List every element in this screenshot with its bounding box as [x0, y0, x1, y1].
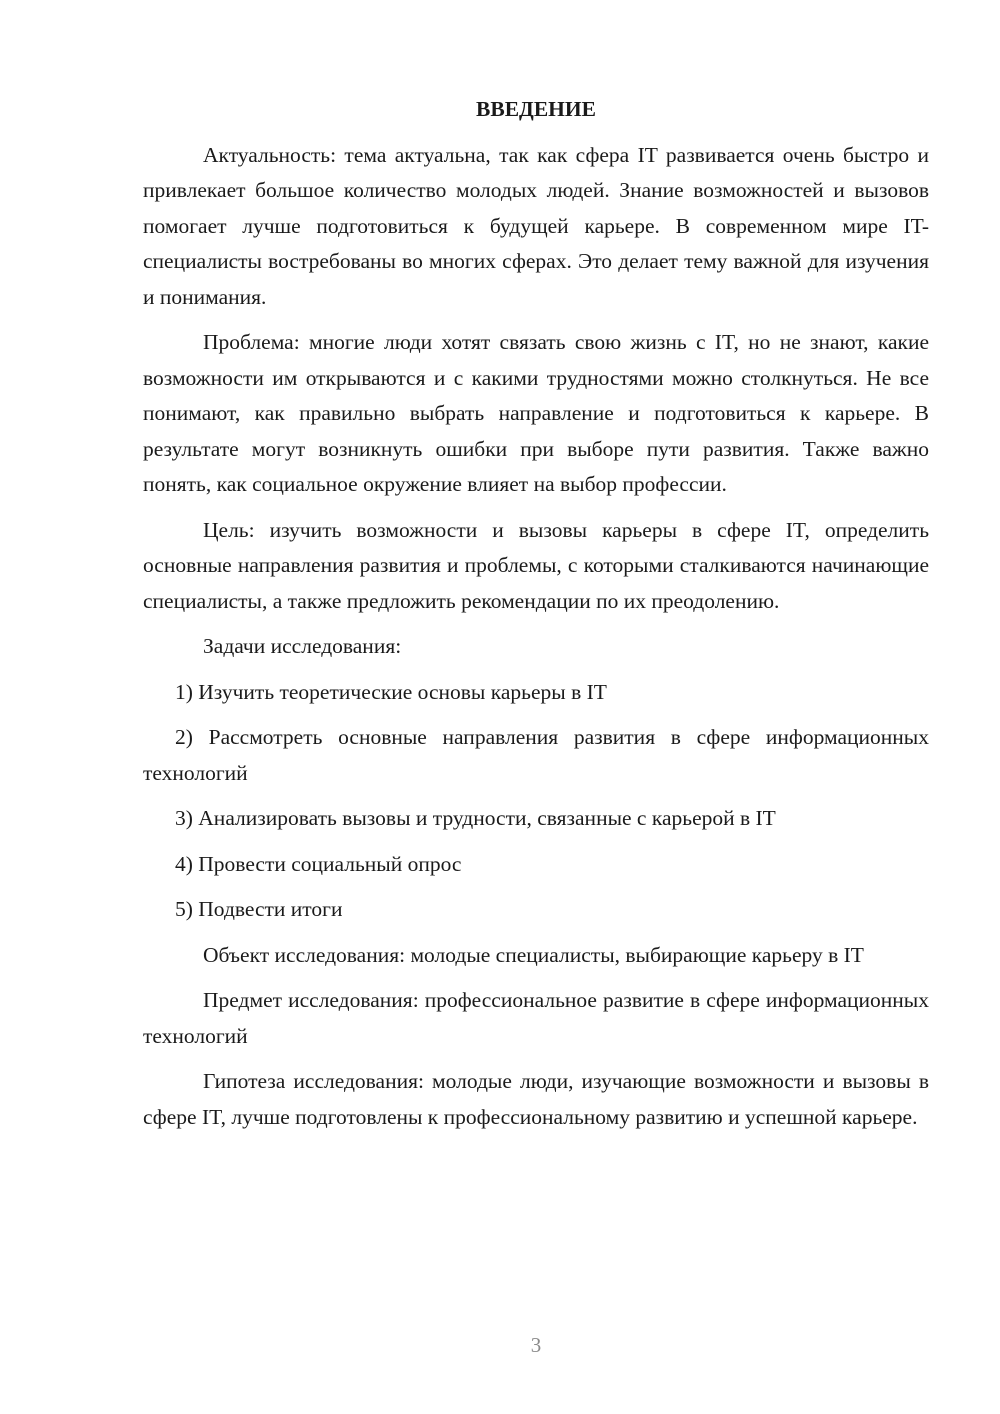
paragraph-subject: Предмет исследования: профессиональное развитие в сфере информационных технологий: [143, 988, 929, 1048]
paragraph-object: Объект исследования: молодые специалисты, выбирающие карьеру в IT: [203, 942, 864, 967]
paragraph-relevance: Актуальность: тема актуальна, так как сфера IT развивается очень быстро и привлекает большое количество молодых людей. Знание возможностей и вызовов помогает лучше подготовиться к будущей карьере. В современном мире IT-специалисты востребованы во многих сферах. Это делает тему важной для изучения и понимания.: [143, 142, 929, 309]
document-body: [143, 92, 929, 1145]
task-item-1: 1) Изучить теоретические основы карьеры в IT: [175, 679, 607, 704]
task-item-3: 3) Анализировать вызовы и трудности, связанные с карьерой в IT: [175, 806, 776, 830]
page-number: 3: [530, 1333, 542, 1357]
paragraph-hypothesis: Гипотеза исследования: молодые люди, изучающие возможности и вызовы в сфере IT, лучше подготовлены к профессиональному развитию и успешной карьере.: [143, 1069, 929, 1129]
paragraph-goal: Цель: изучить возможности и вызовы карьеры в сфере IT, определить основные направления развития и проблемы, с которыми сталкиваются начинающие специалисты, а также предложить рекомендации по их преодолению.: [143, 517, 929, 613]
paragraph-tasks-heading: Задачи исследования:: [203, 634, 402, 658]
task-item-2: 2) Рассмотреть основные направления развития в сфере информационных технологий: [143, 725, 929, 785]
task-item-4: 4) Провести социальный опрос: [175, 851, 462, 876]
task-item-5: 5) Подвести итоги: [175, 897, 343, 921]
section-title: ВВЕДЕНИЕ: [476, 97, 596, 121]
paragraph-problem: Проблема: многие люди хотят связать свою жизнь с IT, но не знают, какие возможности им открываются и с какими трудностями можно столкнуться. Не все понимают, как правильно выбрать направление и подготовиться к карьере. В результате могут возникнуть ошибки при выборе пути развития. Также важно понять, как социальное окружение влияет на выбор профессии.: [143, 330, 929, 496]
